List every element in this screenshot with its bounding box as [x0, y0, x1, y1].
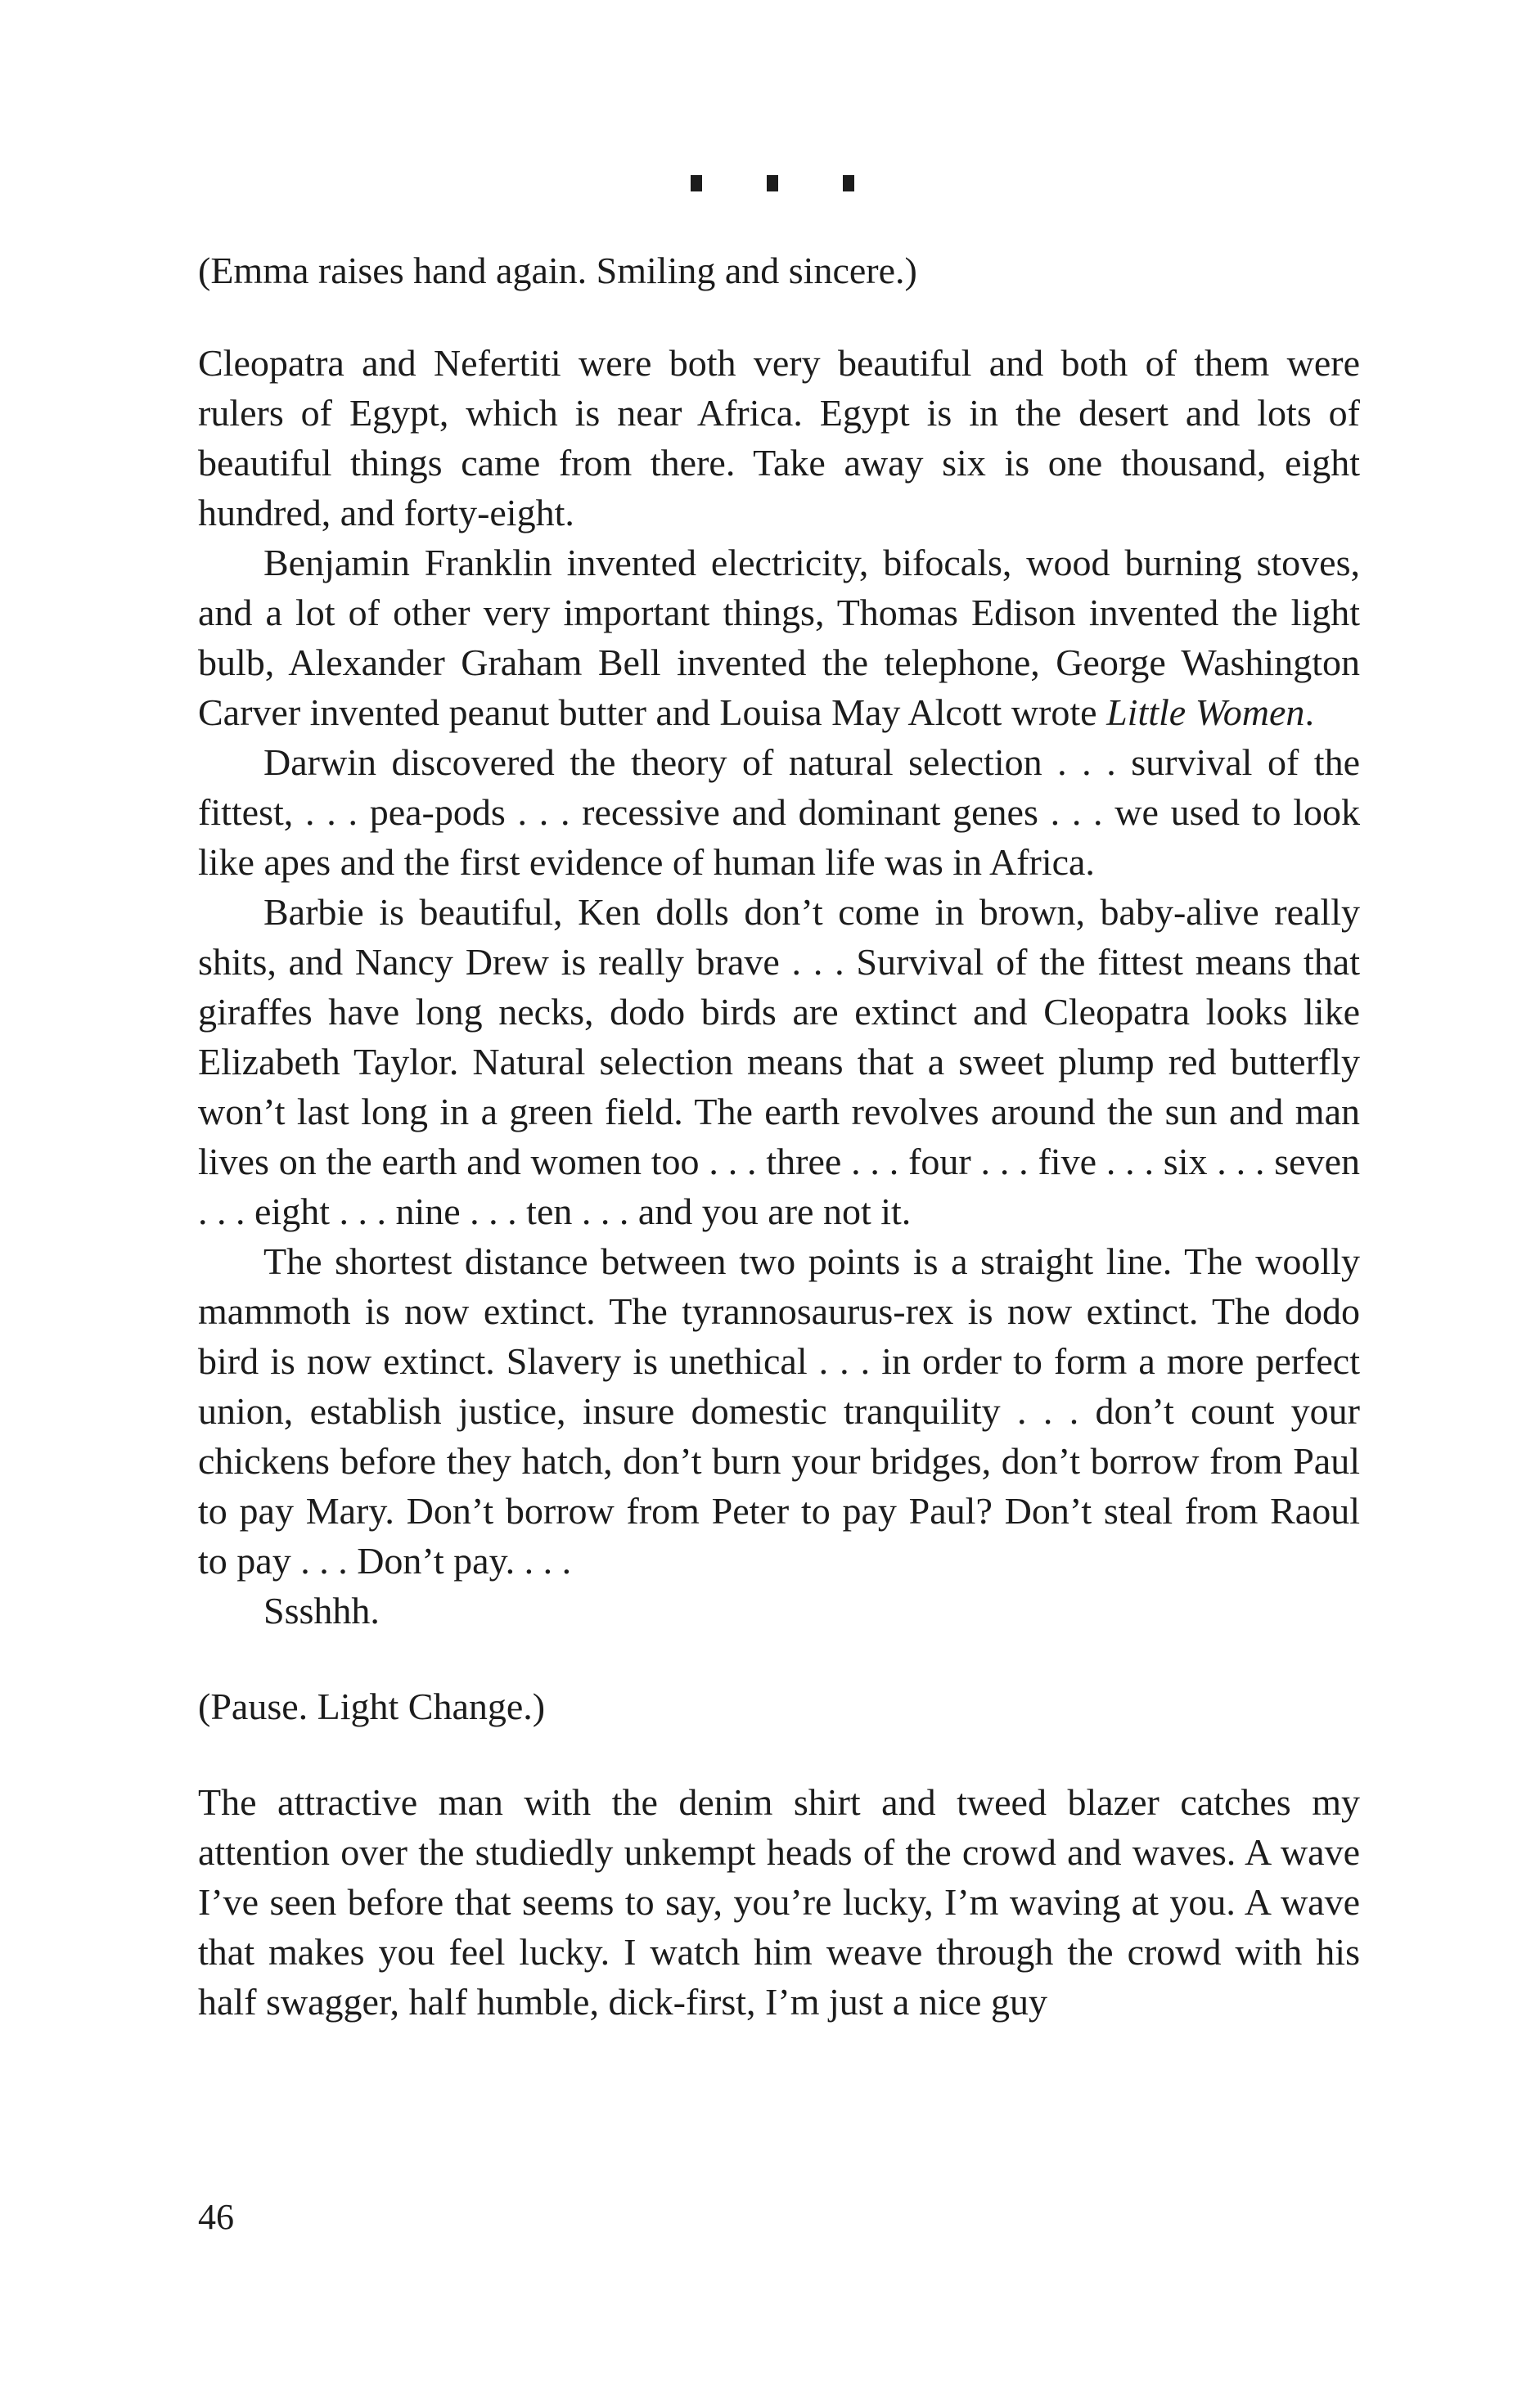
stage-direction: (Pause. Light Change.): [198, 1686, 546, 1727]
paragraph: The shortest distance between two points is a straight line. The woolly mammoth is now extinct. The tyrannosaurus-rex is now extinct. The dodo bird is now extinct. Slavery is unethical . . . in order to form a more perfect union, establish justice, insure domestic tranquility . . . don’t count your chickens before they hatch, don’t burn your bridges, don’t borrow from Paul to pay Mary. Don’t borrow from Peter to pay Paul? Don’t steal from Raoul to pay . . . Don’t pay. . . .: [198, 1240, 1360, 1582]
square-dot-icon: [843, 175, 854, 191]
section-break-ornament: [691, 173, 854, 193]
spacer: [198, 1636, 1360, 1681]
paragraph: The attractive man with the denim shirt and tweed blazer catches my attention over the studiedly unkempt heads of the crowd and waves. A wave I’ve seen before that seems to say, you’re lucky, I’m waving at you. A wave that makes you feel lucky. I watch him weave through the crowd with his half swagger, half humble, dick-first, I’m just a nice guy: [198, 1781, 1360, 2023]
spacer: [198, 1731, 1360, 1777]
paragraph: [198, 538, 1360, 737]
spacer: [198, 295, 1360, 338]
paragraph-text: Benjamin Franklin invented electricity, bifocals, wood burning stoves, and a lot of other very important things, Thomas Edison invented the light bulb, Alexander Graham Bell invented the telephone, George Washington Carver invented peanut butter and Louisa May Alcott wrote: [198, 542, 1360, 733]
punctuation: .: [1304, 691, 1314, 733]
book-title: Little Women: [1106, 691, 1305, 733]
paragraph: Barbie is beautiful, Ken dolls don’t come in brown, baby-alive really shits, and Nancy Drew is really brave . . . Survival of the fittest means that giraffes have long necks, dodo birds are extinct and Cleopatra looks like Elizabeth Taylor. Natural selection means that a sweet plump red butterfly won’t last long in a green field. The earth revolves around the sun and man lives on the earth and women too . . . three . . . four . . . five . . . six . . . seven . . . eight . . . nine . . . ten . . . and you are not it.: [198, 891, 1360, 1232]
paragraph: Ssshhh.: [263, 1590, 380, 1632]
square-dot-icon: [691, 175, 702, 191]
square-dot-icon: [767, 175, 778, 191]
paragraph: Darwin discovered the theory of natural selection . . . survival of the fittest, . . . pea-pods . . . recessive and dominant genes . . . we used to look like apes and the first evidence of human life was in Africa.: [198, 741, 1360, 883]
page-number: 46: [198, 2197, 234, 2237]
paragraph: Cleopatra and Nefertiti were both very beautiful and both of them were rulers of Egypt, which is near Africa. Egypt is in the desert and lots of beautiful things came from there. Take away six is one thousand, eight hundred, and forty-eight.: [198, 342, 1360, 533]
body-text: [198, 245, 1360, 2027]
stage-direction: (Emma raises hand again. Smiling and sincere.): [198, 250, 917, 291]
